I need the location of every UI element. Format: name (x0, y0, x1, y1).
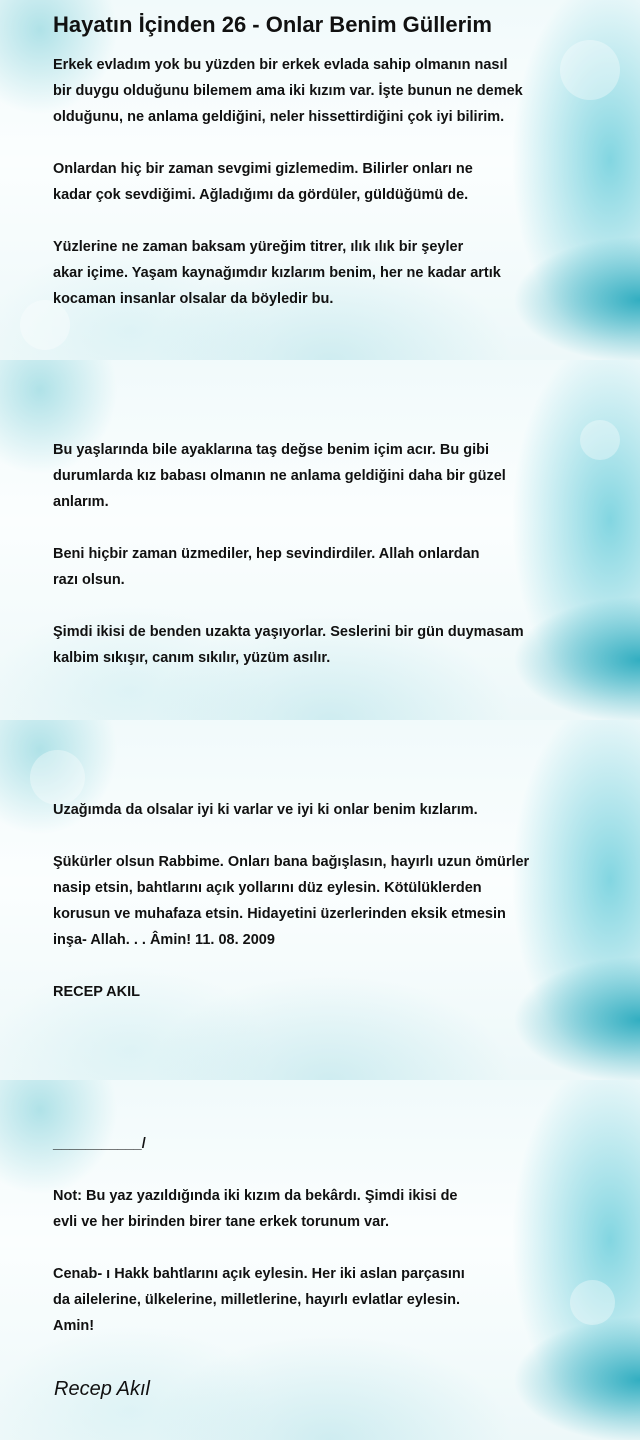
text-line: Uzağımda da olsalar iyi ki varlar ve iyi ki onlar benim kızlarım. (53, 802, 478, 818)
text-line: razı olsun. (53, 572, 125, 588)
paragraph (53, 234, 613, 312)
stanza-group-3 (53, 797, 613, 1031)
author-signature: Recep Akıl (54, 1378, 150, 1400)
paragraph (53, 541, 613, 593)
text-line: RECEP AKIL (53, 984, 141, 1000)
text-line: kocaman insanlar olsalar da böyledir bu. (53, 291, 334, 307)
separator-line: ___________/ (53, 1136, 146, 1152)
text-line: Bu yaşlarında bile ayaklarına taş değse benim içim acır. Bu gibi (53, 442, 489, 458)
text-line: bir duygu olduğunu bilemem ama iki kızım var. İşte bunun ne demek (53, 83, 523, 99)
text-line: Not: Bu yaz yazıldığında iki kızım da bekârdı. Şimdi ikisi de (53, 1188, 458, 1204)
text-line: Cenab- ı Hakk bahtlarını açık eylesin. Her iki aslan parçasını (53, 1266, 465, 1282)
text-line: korusun ve muhafaza etsin. Hidayetini üzerlerinden eksik etmesin (53, 906, 506, 922)
text-line: Yüzlerine ne zaman baksam yüreğim titrer, ılık ılık bir şeyler (53, 239, 464, 255)
text-line: Amin! (53, 1318, 95, 1334)
paragraph (53, 619, 613, 671)
text-line: kadar çok sevdiğimi. Ağladığımı da gördüler, güldüğümü de. (53, 187, 469, 203)
poem-title: Hayatın İçinden 26 - Onlar Benim Güllerim (53, 12, 492, 37)
text-line: inşa- Allah. . . Âmin! 11. 08. 2009 (53, 932, 275, 948)
text-line: olduğunu, ne anlama geldiğini, neler hissettirdiğini çok iyi bilirim. (53, 109, 505, 125)
text-line: anlarım. (53, 494, 109, 510)
author-caps (53, 979, 613, 1005)
text-line: Şükürler olsun Rabbime. Onları bana bağışlasın, hayırlı uzun ömürler (53, 854, 530, 870)
stanza-group-4 (53, 1131, 613, 1365)
paragraph (53, 52, 613, 130)
text-line: kalbim sıkışır, canım sıkılır, yüzüm asılır. (53, 650, 331, 666)
background-panel-1 (0, 0, 640, 360)
text-line: akar içime. Yaşam kaynağımdır kızlarım benim, her ne kadar artık (53, 265, 501, 281)
text-line: da ailelerine, ülkelerine, milletlerine, hayırlı evlatlar eylesin. (53, 1292, 461, 1308)
note-paragraph (53, 1183, 613, 1235)
text-line: evli ve her birinden birer tane erkek torunum var. (53, 1214, 390, 1230)
stanza-group-2 (53, 437, 613, 697)
text-line: Şimdi ikisi de benden uzakta yaşıyorlar. Seslerini bir gün duymasam (53, 624, 524, 640)
paragraph (53, 849, 613, 953)
text-line: Erkek evladım yok bu yüzden bir erkek evlada sahip olmanın nasıl (53, 57, 508, 73)
paragraph (53, 437, 613, 515)
background-panel-2 (0, 360, 640, 720)
text-line: durumlarda kız babası olmanın ne anlama geldiğini daha bir güzel (53, 468, 506, 484)
background-panel-3 (0, 720, 640, 1080)
paragraph (53, 1261, 613, 1339)
text-line: nasip etsin, bahtlarını açık yollarını düz eylesin. Kötülüklerden (53, 880, 482, 896)
stanza-group-1 (53, 52, 613, 338)
text-line: Onlardan hiç bir zaman sevgimi gizlemedim. Bilirler onları ne (53, 161, 473, 177)
paragraph (53, 797, 613, 823)
paragraph (53, 156, 613, 208)
text-line: Beni hiçbir zaman üzmediler, hep sevindirdiler. Allah onlardan (53, 546, 480, 562)
background-panel-4 (0, 1080, 640, 1440)
